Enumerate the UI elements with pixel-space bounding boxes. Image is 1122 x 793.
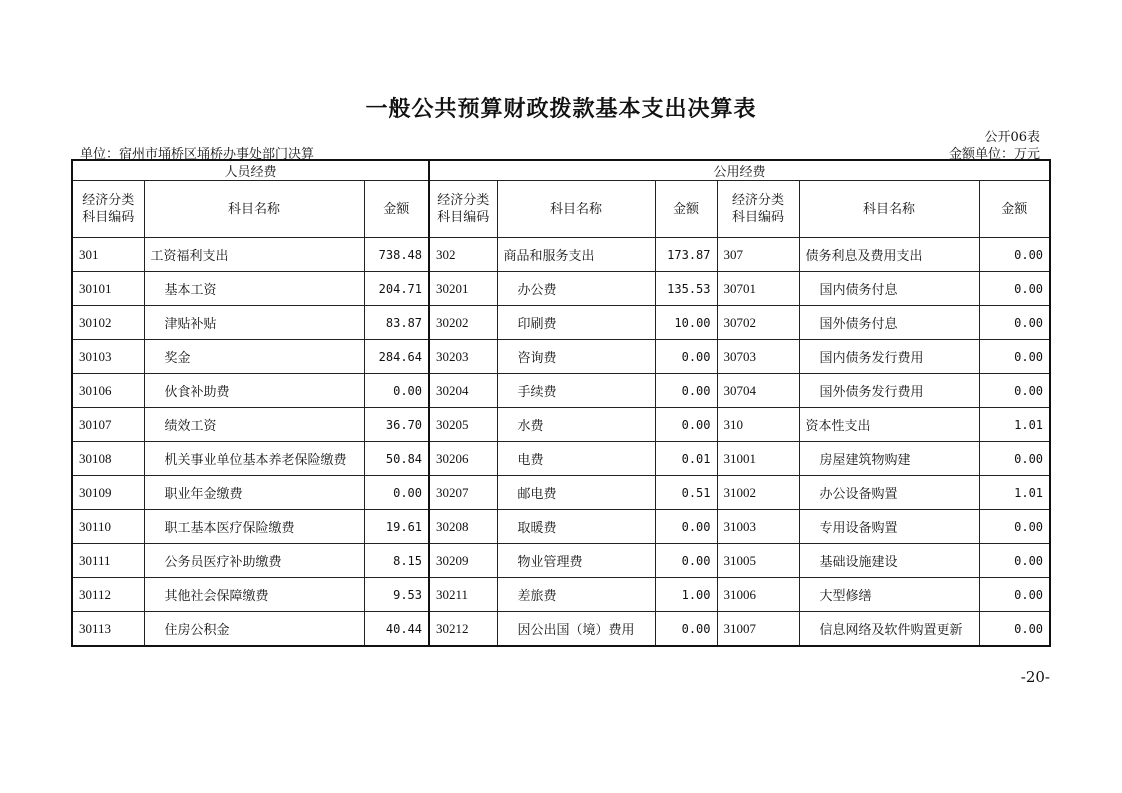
cell-name: 资本性支出	[799, 408, 979, 442]
cell-amount: 0.51	[655, 476, 717, 510]
cell-code: 30112	[72, 578, 144, 612]
cell-code: 30208	[429, 510, 497, 544]
cell-amount: 0.00	[655, 374, 717, 408]
cell-code: 30110	[72, 510, 144, 544]
col-header-code-line2: 科目编码	[732, 210, 785, 225]
table-row	[72, 272, 1050, 306]
cell-amount: 83.87	[364, 306, 429, 340]
cell-code: 31002	[717, 476, 799, 510]
cell-name: 基本工资	[144, 272, 364, 306]
cell-code: 30107	[72, 408, 144, 442]
page-number: -20-	[1020, 668, 1050, 686]
cell-amount: 1.01	[979, 476, 1050, 510]
cell-name: 工资福利支出	[144, 238, 364, 272]
col-header-code	[717, 181, 799, 238]
cell-name: 国外债务付息	[799, 306, 979, 340]
cell-name: 国内债务付息	[799, 272, 979, 306]
col-header-code	[72, 181, 144, 238]
cell-code: 30703	[717, 340, 799, 374]
cell-code: 30101	[72, 272, 144, 306]
cell-amount: 40.44	[364, 612, 429, 647]
cell-amount: 0.00	[655, 510, 717, 544]
cell-name: 信息网络及软件购置更新	[799, 612, 979, 647]
cell-amount: 0.00	[979, 578, 1050, 612]
cell-code: 30113	[72, 612, 144, 647]
cell-code: 30701	[717, 272, 799, 306]
cell-name: 商品和服务支出	[497, 238, 655, 272]
cell-name: 债务利息及费用支出	[799, 238, 979, 272]
cell-code: 30111	[72, 544, 144, 578]
cell-amount: 0.00	[979, 340, 1050, 374]
cell-amount: 9.53	[364, 578, 429, 612]
cell-name: 绩效工资	[144, 408, 364, 442]
cell-name: 印刷费	[497, 306, 655, 340]
cell-amount: 0.01	[655, 442, 717, 476]
col-header-name: 科目名称	[144, 181, 364, 238]
table-row	[72, 612, 1050, 647]
cell-code: 30109	[72, 476, 144, 510]
cell-name: 职业年金缴费	[144, 476, 364, 510]
cell-name: 取暖费	[497, 510, 655, 544]
cell-code: 30203	[429, 340, 497, 374]
table-row	[72, 374, 1050, 408]
cell-name: 咨询费	[497, 340, 655, 374]
cell-name: 房屋建筑物购建	[799, 442, 979, 476]
cell-amount: 738.48	[364, 238, 429, 272]
cell-amount: 0.00	[655, 612, 717, 647]
col-header-amount: 金额	[364, 181, 429, 238]
cell-code: 30106	[72, 374, 144, 408]
cell-code: 30103	[72, 340, 144, 374]
cell-code: 30704	[717, 374, 799, 408]
cell-name: 手续费	[497, 374, 655, 408]
cell-code: 31003	[717, 510, 799, 544]
col-header-name: 科目名称	[497, 181, 655, 238]
cell-name: 公务员医疗补助缴费	[144, 544, 364, 578]
cell-code: 30201	[429, 272, 497, 306]
cell-amount: 0.00	[979, 238, 1050, 272]
table-row	[72, 510, 1050, 544]
cell-amount: 204.71	[364, 272, 429, 306]
table-row	[72, 306, 1050, 340]
cell-code: 30202	[429, 306, 497, 340]
cell-name: 职工基本医疗保险缴费	[144, 510, 364, 544]
cell-code: 310	[717, 408, 799, 442]
cell-amount: 0.00	[655, 340, 717, 374]
cell-code: 301	[72, 238, 144, 272]
cell-code: 31006	[717, 578, 799, 612]
cell-amount: 0.00	[364, 476, 429, 510]
cell-name: 国外债务发行费用	[799, 374, 979, 408]
cell-amount: 0.00	[979, 544, 1050, 578]
cell-amount: 19.61	[364, 510, 429, 544]
table-row	[72, 408, 1050, 442]
cell-code: 30206	[429, 442, 497, 476]
cell-code: 30204	[429, 374, 497, 408]
cell-name: 其他社会保障缴费	[144, 578, 364, 612]
cell-code: 31005	[717, 544, 799, 578]
table-row	[72, 442, 1050, 476]
col-header-code-line1: 经济分类	[732, 193, 785, 208]
table-row	[72, 340, 1050, 374]
col-header-name: 科目名称	[799, 181, 979, 238]
cell-code: 31001	[717, 442, 799, 476]
table-row	[72, 476, 1050, 510]
cell-name: 国内债务发行费用	[799, 340, 979, 374]
unit-label: 单位：宿州市埇桥区埇桥办事处部门决算	[80, 147, 315, 162]
cell-name: 办公设备购置	[799, 476, 979, 510]
cell-amount: 0.00	[655, 408, 717, 442]
cell-amount: 0.00	[979, 374, 1050, 408]
col-header-code-line2: 科目编码	[82, 210, 135, 225]
cell-amount: 0.00	[979, 510, 1050, 544]
cell-name: 奖金	[144, 340, 364, 374]
table-row	[72, 578, 1050, 612]
cell-code: 30102	[72, 306, 144, 340]
cell-amount: 1.01	[979, 408, 1050, 442]
cell-amount: 10.00	[655, 306, 717, 340]
cell-amount: 0.00	[979, 272, 1050, 306]
cell-amount: 284.64	[364, 340, 429, 374]
group-header-public: 公用经费	[429, 160, 1050, 181]
column-header-row	[72, 181, 1050, 238]
expenditure-table	[71, 159, 1051, 647]
cell-name: 物业管理费	[497, 544, 655, 578]
cell-code: 307	[717, 238, 799, 272]
col-header-amount: 金额	[655, 181, 717, 238]
cell-name: 因公出国（境）费用	[497, 612, 655, 647]
cell-amount: 0.00	[364, 374, 429, 408]
cell-code: 30209	[429, 544, 497, 578]
cell-name: 专用设备购置	[799, 510, 979, 544]
cell-name: 邮电费	[497, 476, 655, 510]
cell-code: 30108	[72, 442, 144, 476]
cell-name: 大型修缮	[799, 578, 979, 612]
currency-unit-label: 金额单位：万元	[948, 147, 1040, 162]
cell-amount: 8.15	[364, 544, 429, 578]
cell-amount: 50.84	[364, 442, 429, 476]
cell-name: 水费	[497, 408, 655, 442]
cell-name: 办公费	[497, 272, 655, 306]
cell-name: 津贴补贴	[144, 306, 364, 340]
cell-name: 机关事业单位基本养老保险缴费	[144, 442, 364, 476]
form-number: 公开06表	[984, 130, 1040, 145]
cell-code: 30207	[429, 476, 497, 510]
cell-code: 30211	[429, 578, 497, 612]
cell-amount: 0.00	[979, 612, 1050, 647]
cell-name: 住房公积金	[144, 612, 364, 647]
cell-code: 30205	[429, 408, 497, 442]
cell-amount: 135.53	[655, 272, 717, 306]
cell-amount: 0.00	[979, 306, 1050, 340]
cell-name: 电费	[497, 442, 655, 476]
page-title: 一般公共预算财政拨款基本支出决算表	[365, 96, 757, 122]
cell-name: 差旅费	[497, 578, 655, 612]
table-row	[72, 238, 1050, 272]
cell-amount: 36.70	[364, 408, 429, 442]
cell-amount: 173.87	[655, 238, 717, 272]
col-header-code-line2: 科目编码	[437, 210, 490, 225]
group-header-personnel: 人员经费	[72, 160, 429, 181]
col-header-code-line1: 经济分类	[82, 193, 135, 208]
cell-code: 31007	[717, 612, 799, 647]
group-header-row	[72, 160, 1050, 181]
col-header-amount: 金额	[979, 181, 1050, 238]
cell-amount: 1.00	[655, 578, 717, 612]
cell-amount: 0.00	[979, 442, 1050, 476]
col-header-code-line1: 经济分类	[437, 193, 490, 208]
table-row	[72, 544, 1050, 578]
cell-code: 302	[429, 238, 497, 272]
cell-amount: 0.00	[655, 544, 717, 578]
col-header-code	[429, 181, 497, 238]
cell-name: 基础设施建设	[799, 544, 979, 578]
cell-code: 30702	[717, 306, 799, 340]
cell-name: 伙食补助费	[144, 374, 364, 408]
cell-code: 30212	[429, 612, 497, 647]
